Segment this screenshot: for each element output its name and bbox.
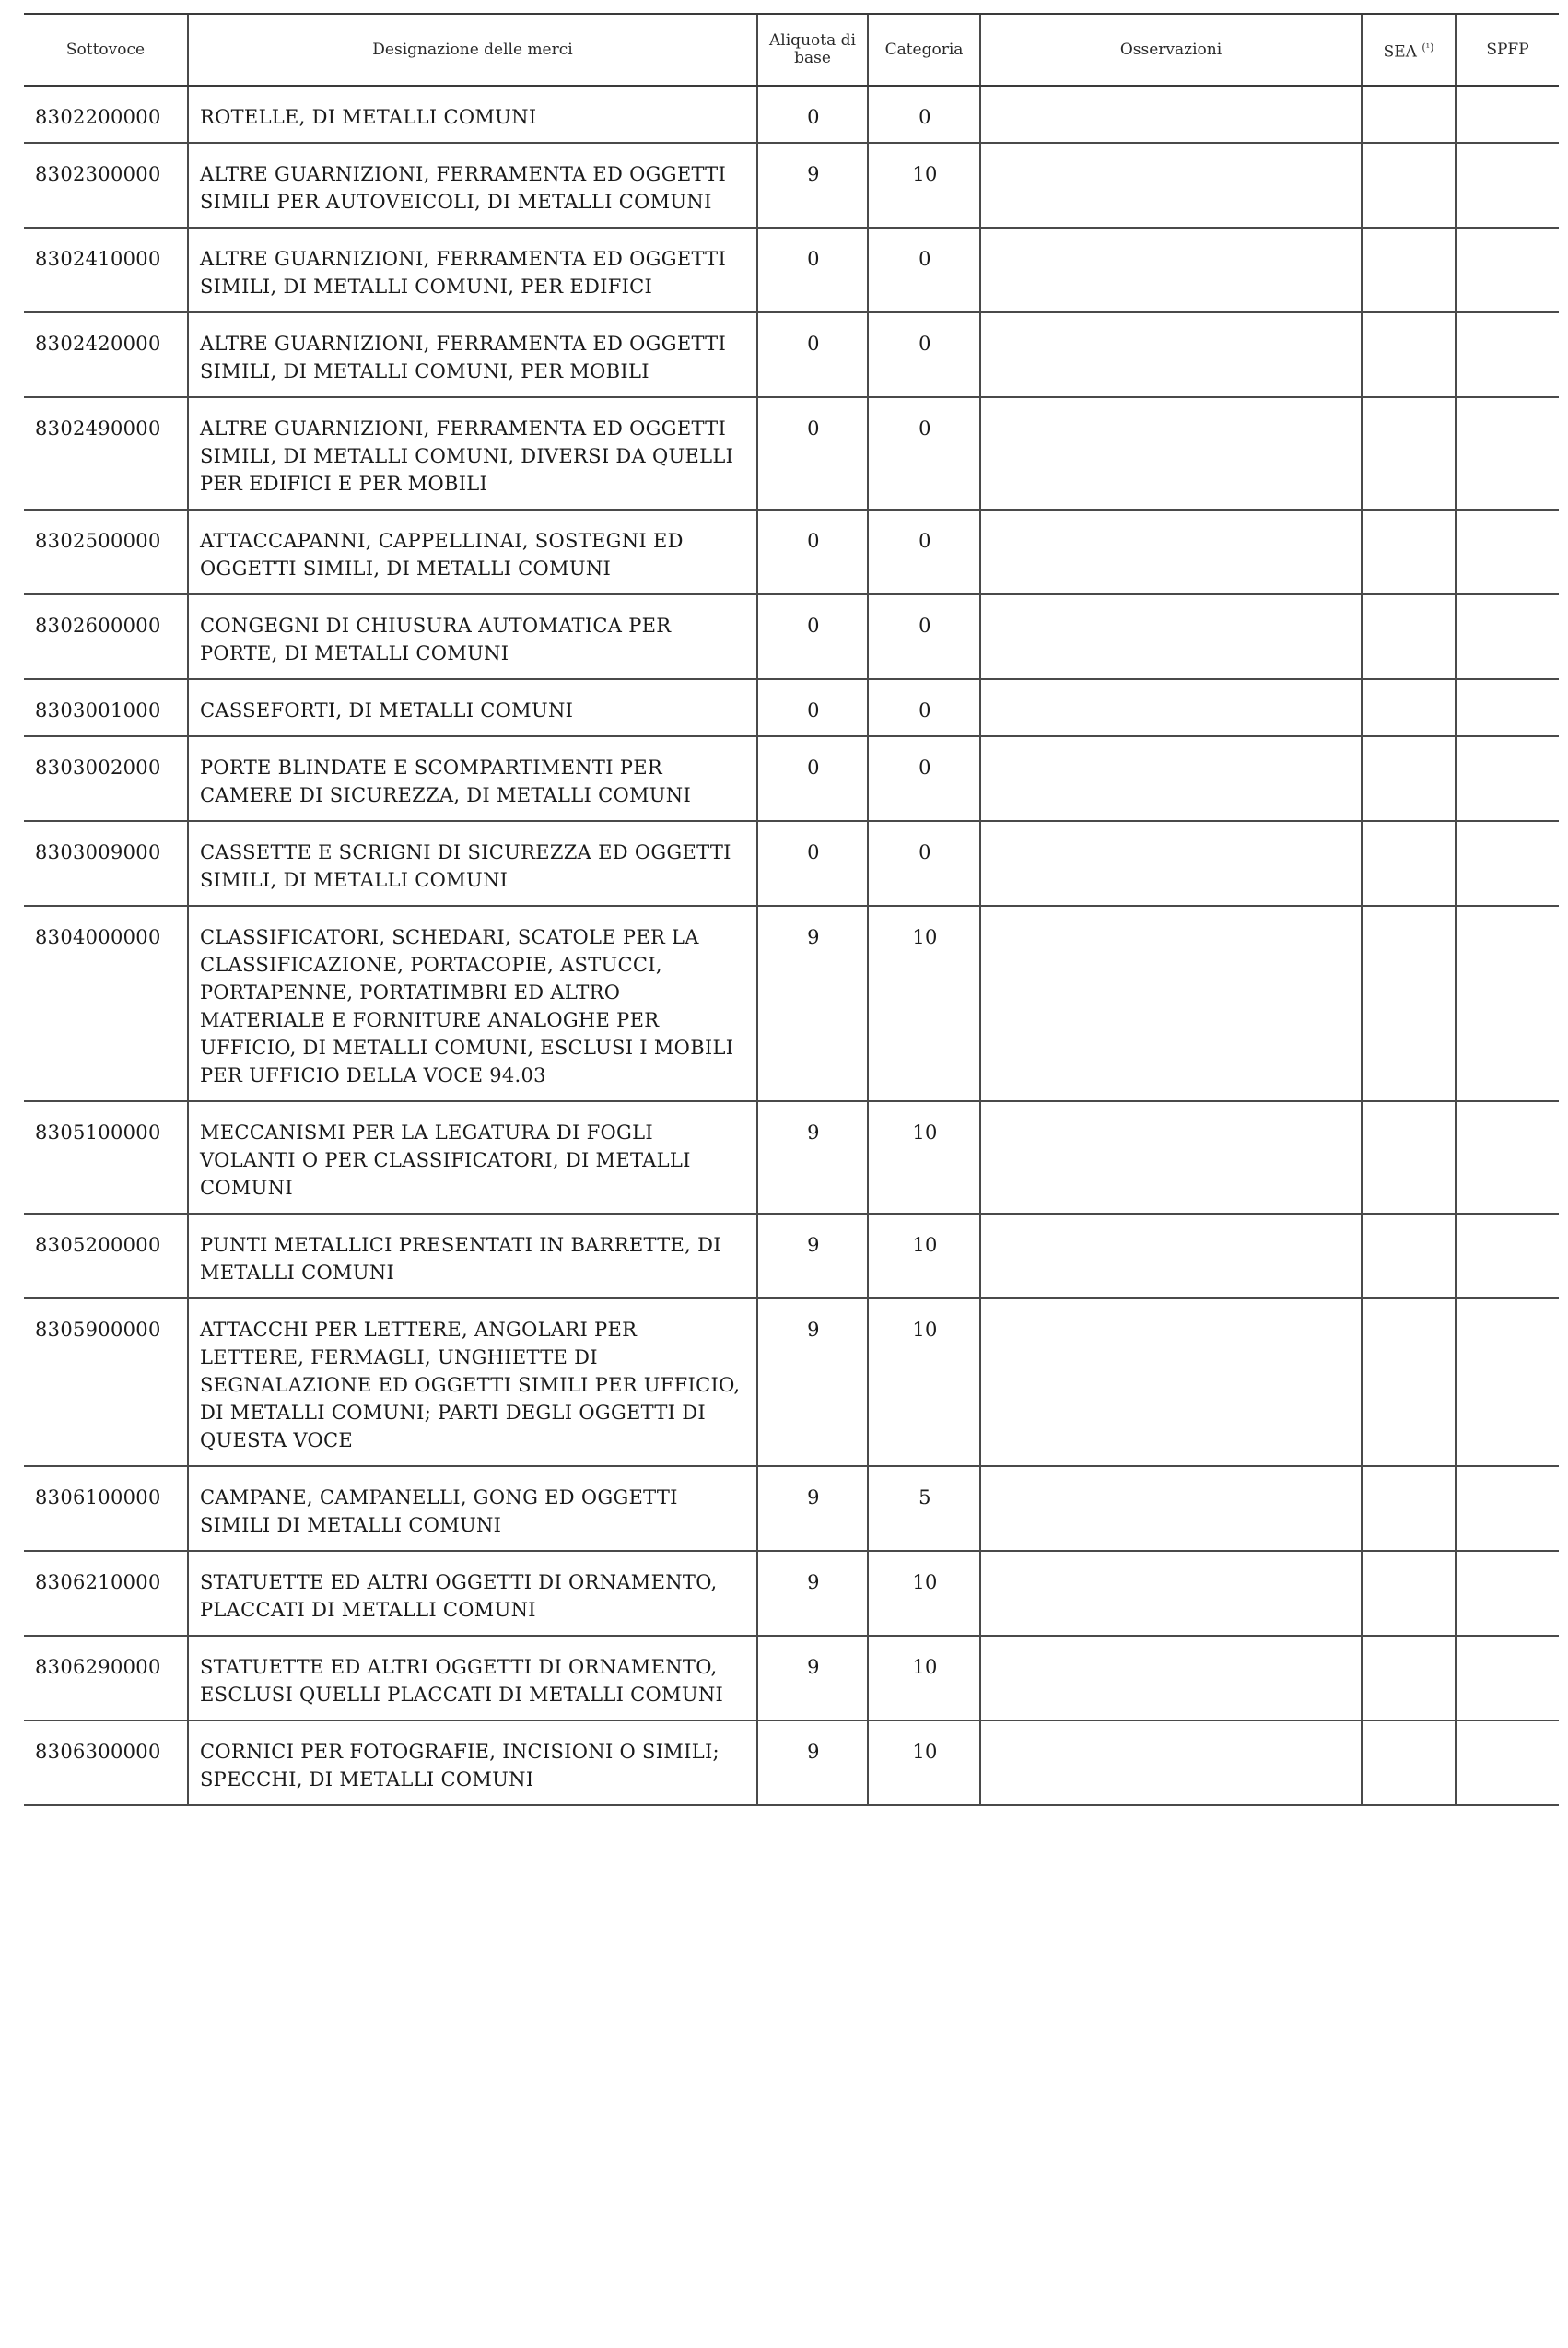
cell-notes [980,228,1362,312]
cell-sea [1362,736,1456,821]
cell-sea [1362,1636,1456,1720]
table-row [24,1551,1559,1636]
cell-category: 0 [868,594,980,679]
cell-description: MECCANISMI PER LA LEGATURA DI FOGLI VOLANTI O PER CLASSIFICATORI, DI METALLI COMUNI [188,1101,757,1214]
cell-rate: 0 [757,679,868,736]
cell-code: 8303002000 [24,736,188,821]
cell-category: 0 [868,510,980,594]
cell-description: PORTE BLINDATE E SCOMPARTIMENTI PER CAMERE DI SICUREZZA, DI METALLI COMUNI [188,736,757,821]
cell-sea [1362,312,1456,397]
cell-description: CAMPANE, CAMPANELLI, GONG ED OGGETTI SIMILI DI METALLI COMUNI [188,1466,757,1551]
header-sea-label: SEA [1383,42,1417,62]
cell-spfp [1456,1636,1559,1720]
cell-code: 8303009000 [24,821,188,906]
cell-rate: 0 [757,228,868,312]
cell-category: 0 [868,312,980,397]
cell-category: 10 [868,143,980,228]
cell-code: 8302300000 [24,143,188,228]
cell-sea [1362,1101,1456,1214]
cell-code: 8302420000 [24,312,188,397]
cell-description: ALTRE GUARNIZIONI, FERRAMENTA ED OGGETTI SIMILI, DI METALLI COMUNI, PER EDIFICI [188,228,757,312]
cell-spfp [1456,906,1559,1101]
cell-rate: 0 [757,594,868,679]
header-description: Designazione delle merci [188,14,757,86]
cell-notes [980,397,1362,510]
table-row [24,312,1559,397]
cell-code: 8302490000 [24,397,188,510]
table-row [24,1720,1559,1805]
cell-category: 0 [868,736,980,821]
cell-notes [980,312,1362,397]
cell-category: 10 [868,1551,980,1636]
cell-description: ALTRE GUARNIZIONI, FERRAMENTA ED OGGETTI SIMILI, DI METALLI COMUNI, DIVERSI DA QUELLI PER EDIFICI E PER MOBILI [188,397,757,510]
cell-category: 0 [868,228,980,312]
cell-sea [1362,1551,1456,1636]
cell-description: STATUETTE ED ALTRI OGGETTI DI ORNAMENTO, PLACCATI DI METALLI COMUNI [188,1551,757,1636]
cell-code: 8302600000 [24,594,188,679]
cell-sea [1362,228,1456,312]
cell-rate: 9 [757,1720,868,1805]
cell-notes [980,906,1362,1101]
cell-sea [1362,906,1456,1101]
header-sea [1362,14,1456,86]
cell-rate: 9 [757,1466,868,1551]
cell-description: PUNTI METALLICI PRESENTATI IN BARRETTE, DI METALLI COMUNI [188,1214,757,1298]
header-row [24,14,1559,86]
header-notes: Osservazioni [980,14,1362,86]
table-row [24,1214,1559,1298]
cell-code: 8304000000 [24,906,188,1101]
cell-category: 10 [868,1101,980,1214]
cell-code: 8306300000 [24,1720,188,1805]
cell-category: 10 [868,1214,980,1298]
cell-spfp [1456,1551,1559,1636]
cell-notes [980,679,1362,736]
cell-category: 10 [868,906,980,1101]
cell-description: CASSEFORTI, DI METALLI COMUNI [188,679,757,736]
cell-spfp [1456,510,1559,594]
tariff-table [24,13,1559,1806]
cell-notes [980,594,1362,679]
cell-spfp [1456,228,1559,312]
cell-spfp [1456,594,1559,679]
cell-spfp [1456,1101,1559,1214]
cell-spfp [1456,1298,1559,1466]
cell-sea [1362,510,1456,594]
cell-sea [1362,1720,1456,1805]
header-spfp: SPFP [1456,14,1559,86]
cell-rate: 0 [757,397,868,510]
cell-category: 10 [868,1298,980,1466]
header-sea-footnote: (¹) [1422,41,1434,53]
cell-category: 0 [868,821,980,906]
cell-code: 8303001000 [24,679,188,736]
cell-rate: 9 [757,143,868,228]
header-category: Categoria [868,14,980,86]
cell-description: STATUETTE ED ALTRI OGGETTI DI ORNAMENTO, ESCLUSI QUELLI PLACCATI DI METALLI COMUNI [188,1636,757,1720]
cell-notes [980,1636,1362,1720]
table-row [24,906,1559,1101]
table-row [24,143,1559,228]
cell-code: 8302500000 [24,510,188,594]
cell-description: CORNICI PER FOTOGRAFIE, INCISIONI O SIMILI; SPECCHI, DI METALLI COMUNI [188,1720,757,1805]
cell-code: 8302200000 [24,86,188,143]
table-row [24,1466,1559,1551]
cell-description: ALTRE GUARNIZIONI, FERRAMENTA ED OGGETTI SIMILI PER AUTOVEICOLI, DI METALLI COMUNI [188,143,757,228]
cell-notes [980,1298,1362,1466]
cell-notes [980,1214,1362,1298]
cell-sea [1362,821,1456,906]
cell-code: 8306210000 [24,1551,188,1636]
cell-notes [980,1720,1362,1805]
cell-description: ATTACCAPANNI, CAPPELLINAI, SOSTEGNI ED OGGETTI SIMILI, DI METALLI COMUNI [188,510,757,594]
cell-sea [1362,1298,1456,1466]
cell-category: 5 [868,1466,980,1551]
cell-rate: 0 [757,510,868,594]
cell-notes [980,821,1362,906]
cell-description: ALTRE GUARNIZIONI, FERRAMENTA ED OGGETTI SIMILI, DI METALLI COMUNI, PER MOBILI [188,312,757,397]
cell-spfp [1456,1466,1559,1551]
cell-notes [980,1551,1362,1636]
cell-code: 8305100000 [24,1101,188,1214]
cell-rate: 0 [757,312,868,397]
table-row [24,821,1559,906]
cell-rate: 0 [757,736,868,821]
cell-spfp [1456,736,1559,821]
cell-sea [1362,1214,1456,1298]
cell-description: CONGEGNI DI CHIUSURA AUTOMATICA PER PORTE, DI METALLI COMUNI [188,594,757,679]
cell-category: 0 [868,86,980,143]
table-row [24,1636,1559,1720]
cell-spfp [1456,1720,1559,1805]
header-rate: Aliquota di base [757,14,868,86]
cell-category: 10 [868,1636,980,1720]
table-row [24,594,1559,679]
cell-spfp [1456,86,1559,143]
cell-notes [980,1466,1362,1551]
table-row [24,1101,1559,1214]
table-row [24,679,1559,736]
table-row [24,228,1559,312]
cell-notes [980,510,1362,594]
cell-sea [1362,679,1456,736]
cell-category: 0 [868,679,980,736]
cell-sea [1362,1466,1456,1551]
cell-rate: 0 [757,86,868,143]
cell-spfp [1456,821,1559,906]
cell-rate: 9 [757,1101,868,1214]
cell-notes [980,86,1362,143]
cell-rate: 9 [757,1298,868,1466]
cell-notes [980,1101,1362,1214]
cell-category: 10 [868,1720,980,1805]
cell-rate: 9 [757,1636,868,1720]
cell-sea [1362,143,1456,228]
table-header [24,14,1559,86]
cell-code: 8302410000 [24,228,188,312]
cell-rate: 0 [757,821,868,906]
cell-rate: 9 [757,1551,868,1636]
cell-description: ATTACCHI PER LETTERE, ANGOLARI PER LETTERE, FERMAGLI, UNGHIETTE DI SEGNALAZIONE ED OGGETTI SIMILI PER UFFICIO, DI METALLI COMUNI; PARTI DEGLI OGGETTI DI QUESTA VOCE [188,1298,757,1466]
cell-code: 8306100000 [24,1466,188,1551]
cell-rate: 9 [757,906,868,1101]
cell-code: 8306290000 [24,1636,188,1720]
table-row [24,510,1559,594]
cell-sea [1362,86,1456,143]
cell-spfp [1456,312,1559,397]
table-row [24,1298,1559,1466]
table-row [24,86,1559,143]
table-body [24,86,1559,1805]
cell-description: ROTELLE, DI METALLI COMUNI [188,86,757,143]
cell-spfp [1456,397,1559,510]
cell-sea [1362,397,1456,510]
cell-description: CASSETTE E SCRIGNI DI SICUREZZA ED OGGETTI SIMILI, DI METALLI COMUNI [188,821,757,906]
header-code: Sottovoce [24,14,188,86]
cell-spfp [1456,143,1559,228]
cell-notes [980,736,1362,821]
cell-spfp [1456,679,1559,736]
table-row [24,397,1559,510]
cell-code: 8305200000 [24,1214,188,1298]
cell-spfp [1456,1214,1559,1298]
table-row [24,736,1559,821]
cell-rate: 9 [757,1214,868,1298]
cell-sea [1362,594,1456,679]
cell-notes [980,143,1362,228]
cell-code: 8305900000 [24,1298,188,1466]
cell-category: 0 [868,397,980,510]
cell-description: CLASSIFICATORI, SCHEDARI, SCATOLE PER LA CLASSIFICAZIONE, PORTACOPIE, ASTUCCI, PORTAPENNE, PORTATIMBRI ED ALTRO MATERIALE E FORNITURE ANALOGHE PER UFFICIO, DI METALLI COMUNI, ESCLUSI I MOBILI PER UFFICIO DELLA VOCE 94.03 [188,906,757,1101]
